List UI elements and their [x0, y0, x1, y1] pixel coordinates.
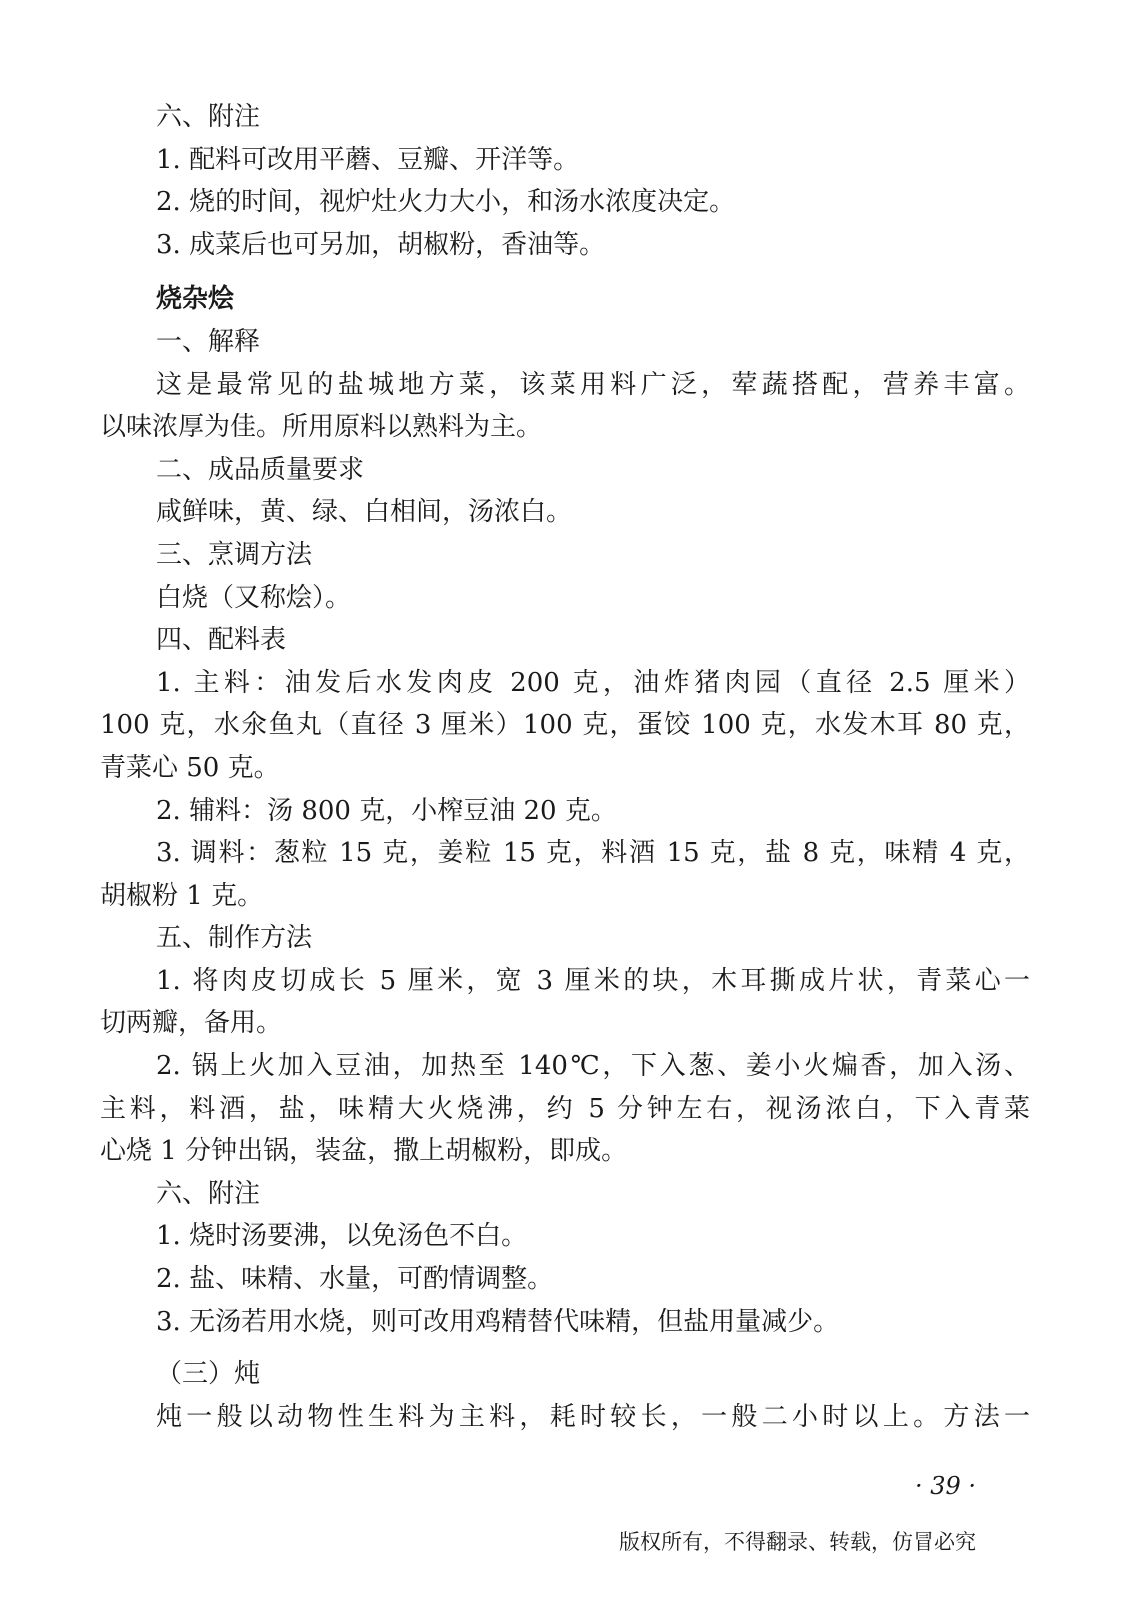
- ingredient-line: 100 克，水氽鱼丸（直径 3 厘米）100 克，蛋饺 100 克，水发木耳 80 克，: [100, 710, 1030, 741]
- step-line: 主料，料酒，盐，味精大火烧沸，约 5 分钟左右，视汤浓白，下入青菜: [100, 1093, 1030, 1124]
- section-heading-steps: 五、制作方法: [156, 923, 313, 954]
- page-body: [100, 96, 1030, 1438]
- section-heading-stew: （三）炖: [156, 1359, 261, 1390]
- section-heading-notes: 六、附注: [156, 102, 261, 132]
- body-line: 白烧（又称烩）。: [156, 582, 352, 613]
- copyright-notice: 版权所有，不得翻录、转载，仿冒必究: [619, 1530, 976, 1554]
- body-line: 咸鲜味，黄、绿、白相间，汤浓白。: [156, 497, 573, 528]
- note-line: 1. 配料可改用平蘑、豆瓣、开洋等。: [156, 144, 580, 175]
- section-heading-notes: 六、附注: [156, 1178, 261, 1209]
- section-heading-method: 三、烹调方法: [156, 539, 313, 570]
- note-line: 1. 烧时汤要沸，以免汤色不白。: [156, 1221, 528, 1252]
- section-heading-explanation: 一、解释: [156, 326, 261, 357]
- body-line: 以味浓厚为佳。所用原料以熟料为主。: [100, 412, 543, 443]
- note-line: 2. 烧的时间，视炉灶火力大小，和汤水浓度决定。: [156, 187, 736, 218]
- ingredient-line: 胡椒粉 1 克。: [100, 880, 264, 911]
- body-line: 炖一般以动物性生料为主料，耗时较长，一般二小时以上。方法一: [156, 1401, 1030, 1432]
- step-line: 2. 锅上火加入豆油，加热至 140℃，下入葱、姜小火煸香，加入汤、: [156, 1051, 1030, 1082]
- recipe-title: 烧杂烩: [156, 284, 235, 315]
- note-line: 2. 盐、味精、水量，可酌情调整。: [156, 1264, 554, 1295]
- step-line: 心烧 1 分钟出锅，装盆，撒上胡椒粉，即成。: [100, 1136, 628, 1167]
- body-line: 这是最常见的盐城地方菜，该菜用料广泛，荤蔬搭配，营养丰富。: [156, 369, 1030, 400]
- section-heading-quality: 二、成品质量要求: [156, 454, 365, 485]
- ingredient-line: 3. 调料：葱粒 15 克，姜粒 15 克，料酒 15 克，盐 8 克，味精 4 克，: [156, 838, 1030, 869]
- note-line: 3. 成菜后也可另加，胡椒粉，香油等。: [156, 229, 606, 260]
- ingredient-line: 青菜心 50 克。: [100, 752, 280, 783]
- note-line: 3. 无汤若用水烧，则可改用鸡精替代味精，但盐用量减少。: [156, 1306, 840, 1337]
- step-line: 切两瓣，备用。: [100, 1008, 283, 1039]
- ingredient-line: 1. 主料：油发后水发肉皮 200 克，油炸猪肉园（直径 2.5 厘米）: [156, 667, 1030, 698]
- section-heading-ingredients: 四、配料表: [156, 625, 287, 656]
- step-line: 1. 将肉皮切成长 5 厘米，宽 3 厘米的块，木耳撕成片状，青菜心一: [156, 965, 1030, 996]
- ingredient-line: 2. 辅料：汤 800 克，小榨豆油 20 克。: [156, 795, 617, 826]
- page-number: · 39 ·: [914, 1472, 976, 1500]
